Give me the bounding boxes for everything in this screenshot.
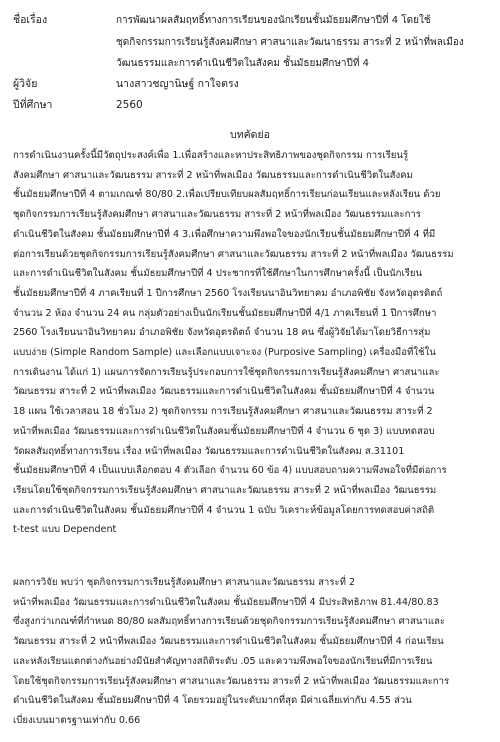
subject-label: ชื่อเรื่อง (13, 14, 48, 26)
year-value: 2560 (116, 99, 143, 111)
abstract-paragraph-2 (13, 573, 491, 731)
paragraph-line: 18 แผน ใช้เวลาสอน 18 ชั่วโมง 2) ชุดกิจกรรม การเรียนรู้สังคมศึกษา ศาสนาและวัฒนธรรม สาระที่ 2 (13, 406, 433, 418)
paragraph-line: ชุดกิจกรรมการเรียนรู้สังคมศึกษา ศาสนาและวัฒนธรรม สาระที่ 2 หน้าที่พลเมือง วัฒนธรรมและการ (13, 209, 421, 221)
researcher-value: นางสาวชญานิษฐ์ กาใจตรง (116, 78, 239, 90)
paragraph-line: เบี่ยงเบนมาตรฐานเท่ากับ 0.66 (13, 714, 141, 726)
paragraph-line: t-test แบบ Dependent (13, 524, 117, 536)
paragraph-line: ซึ่งสูงกว่าเกณฑ์ที่กำหนด 80/80 ผลสัมฤทธิ์ทางการเรียนด้วยชุดกิจกรรมการเรียนรู้สังคมศึกษา ศาสนาและ (13, 616, 446, 628)
paragraph-line: เรียนโดยใช้ชุดกิจกรรมการเรียนรู้สังคมศึกษา ศาสนาและวัฒนธรรม สาระที่ 2 หน้าที่พลเมือง วัฒนธรรม (13, 484, 437, 496)
abstract-heading: บทคัดย่อ (230, 129, 270, 141)
paragraph-line: วัฒนธรรม สาระที่ 2 หน้าที่พลเมือง วัฒนธรรมและการดำเนินชีวิตในสังคม ชั้นมัธยมศึกษาปีที่ 4 จำนวน (13, 386, 435, 398)
paragraph-line: หน้าที่พลเมือง วัฒนธรรมและการดำเนินชีวิตในสังคมชั้นมัธยมศึกษาปีที่ 4 จำนวน 6 ชุด 3) แบบทดสอบ (13, 425, 435, 437)
paragraph-line: และการดำเนินชีวิตในสังคม ชั้นมัธยมศึกษาปีที่ 4 ประชากรที่ใช้ศึกษาในการศึกษาครั้งนี้ เป็นนักเรียน (13, 268, 423, 280)
paragraph-line: โดยใช้ชุดกิจกรรมการเรียนรู้สังคมศึกษา ศาสนาและวัฒนธรรม สาระที่ 2 หน้าที่พลเมือง วัฒนธรรมและการ (13, 675, 450, 687)
paragraph-line: และการดำเนินชีวิตในสังคม ชั้นมัธยมศึกษาปีที่ 4 จำนวน 1 ฉบับ วิเคราะห์ข้อมูลโดยการทดสอบค่าสถิติ (13, 504, 435, 516)
subject-line: วัฒนธรรมและการดำเนินชีวิตในสังคม ชั้นมัธยมศึกษาปีที่ 4 (116, 58, 370, 69)
paragraph-line: ชั้นมัธยมศึกษาปีที่ 4 ภาคเรียนที่ 1 ปีการศึกษา 2560 โรงเรียนนาอินวิทยาคม อำเภอพิชัย จังหวัดอุตรดิตถ์ (13, 287, 443, 299)
paragraph-line: ชั้นมัธยมศึกษาปีที่ 4 เป็นแบบเลือกตอบ 4 ตัวเลือก จำนวน 60 ข้อ 4) แบบสอบถามความพึงพอใจที่มีต่อการ (13, 465, 447, 477)
paragraph-line: และหลังเรียนแตกต่างกันอย่างมีนัยสำคัญทางสถิติระดับ .05 และความพึงพอใจของนักเรียนที่มีการเรียน (13, 655, 433, 667)
subject-title (116, 10, 496, 75)
paragraph-line: การดำเนินงานครั้งนี้มีวัตถุประสงค์เพื่อ 1.เพื่อสร้างและหาประสิทธิภาพของชุดกิจกรรม การเรียนรู้ (13, 150, 409, 161)
paragraph-line: สังคมศึกษา ศาสนาและวัฒนธรรม สาระที่ 2 หน้าที่พลเมือง วัฒนธรรมและการดำเนินชีวิตในสังคม (13, 169, 413, 181)
paragraph-line: หน้าที่พลเมือง วัฒนธรรมและการดำเนินชีวิตในสังคม ชั้นมัธยมศึกษาปีที่ 4 มีประสิทธิภาพ 81.44/80.83 (13, 596, 439, 608)
paragraph-line: ชั้นมัธยมศึกษาปีที่ 4 ตามเกณฑ์ 80/80 2.เพื่อเปรียบเทียบผลสัมฤทธิ์การเรียนก่อนเรียนและหลังเรียน ด้วย (13, 189, 441, 201)
abstract-paragraph-1 (13, 146, 491, 540)
paragraph-line: 2560 โรงเรียนนาอินวิทยาคม อำเภอพิชัย จังหวัดอุตรดิตถ์ จำนวน 18 คน ซึ่งผู้วิจัยได้มาโดยวิธีการสุ่ม (13, 327, 431, 339)
paragraph-line: ต่อการเรียนด้วยชุดกิจกรรมการเรียนรู้สังคมศึกษา ศาสนาและวัฒนธรรม สาระที่ 2 หน้าที่พลเมือง วัฒนธรรม (13, 248, 454, 260)
paragraph-line: ผลการวิจัย พบว่า ชุดกิจกรรมการเรียนรู้สังคมศึกษา ศาสนาและวัฒนธรรม สาระที่ 2 (13, 577, 356, 588)
subject-line: ชุดกิจกรรมการเรียนรู้สังคมศึกษา ศาสนาและวัฒนาธรรม สาระที่ 2 หน้าที่พลเมือง (116, 36, 464, 48)
paragraph-line: แบบง่าย (Simple Random Sample) และเลือกแบบเจาะจง (Purposive Sampling) เครื่องมือที่ใช้ใน (13, 347, 436, 359)
paragraph-line: การเดินงาน ได้แก่ 1) แผนการจัดการเรียนรู้ประกอบการใช้ชุดกิจกรรมการเรียนรู้สังคมศึกษา ศาสนาและ (13, 366, 440, 378)
paragraph-line: วัดผลสัมฤทธิ์ทางการเรียน เรื่อง หน้าที่พลเมือง วัฒนธรรมและการดำเนินชีวิตในสังคม ส.31101 (13, 445, 405, 457)
researcher-label: ผู้วิจัย (13, 78, 38, 90)
subject-line: การพัฒนาผลสัมฤทธิ์ทางการเรียนของนักเรียนชั้นมัธยมศึกษาปีที่ 4 โดยใช้ (116, 15, 431, 26)
paragraph-line: ดำเนินชีวิตในสังคม ชั้นมัธยมศึกษาปีที่ 4 โดยรวมอยู่ในระดับมากที่สุด มีค่าเฉลี่ยเท่ากับ 4.55 ส่วน (13, 695, 412, 707)
paragraph-line: จำนวน 2 ห้อง จำนวน 24 คน กลุ่มตัวอย่างเป็นนักเรียนชั้นมัธยมศึกษาปีที่ 4/1 ภาคเรียนที่ 1 ปีการศึกษา (13, 307, 437, 319)
paragraph-line: วัฒนธรรม สาระที่ 2 หน้าที่พลเมือง วัฒนธรรมและการดำเนินชีวิตในสังคม ชั้นมัธยมศึกษาปีที่ 4 ก่อนเรียน (13, 636, 444, 648)
year-label: ปีที่ศึกษา (13, 99, 53, 111)
paragraph-line: ดำเนินชีวิตในสังคม ชั้นมัธยมศึกษาปีที่ 4 3.เพื่อศึกษาความพึงพอใจของนักเรียนชั้นมัธยมศึกษาปีที่ 4 ที่มี (13, 228, 436, 240)
